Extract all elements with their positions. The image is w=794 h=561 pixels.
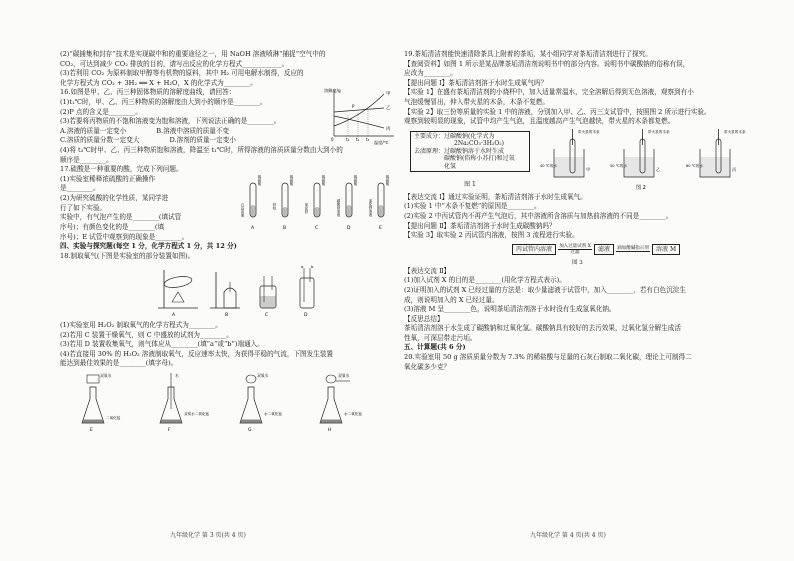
generator-f <box>160 373 210 433</box>
apparatus-c <box>260 276 276 318</box>
label-jia: 甲 <box>386 91 391 97</box>
q17-2-line4: 序号)；有颜色变化的是________(填 <box>60 222 165 231</box>
tube-d-solid: 碳酸钠溶液 <box>337 198 341 217</box>
generator-f-bottom: 双氧水二氧化锰 <box>184 412 210 417</box>
q18-4-line2: 能达到最佳效果的是________(填字母)。 <box>60 359 178 368</box>
q19-question-1: 【提出问题 Ⅰ】茶垢清洁剂溶于水时生成氧气吗？ <box>404 78 548 87</box>
tube-c-letter: C <box>315 225 319 231</box>
q19-exp1-line1: 【实验 1】在盛有茶垢清洁剂的小烧杯中，加入适量常温水，完全溶解后得到无色溶液，观察到有小 <box>404 88 694 97</box>
flow-arrow-1-top: 加入过量试剂 X <box>559 243 591 249</box>
tube-a-solid: 石蕊溶液 <box>241 202 245 217</box>
point-p-label: P <box>352 103 355 109</box>
apparatus-b-letter: B <box>225 312 229 318</box>
fig2-beaker-bing <box>686 129 746 177</box>
flow-step-1: 丙试管内溶液 <box>512 244 556 256</box>
tube-e-reagent: 稀硫酸 <box>386 174 390 186</box>
tube-d <box>336 174 358 231</box>
tube-c <box>304 174 326 231</box>
generator-h-letter: H <box>328 428 332 434</box>
q20-line1: 20.实验室用 50 g 溶质质量分数为 7.3% 的稀盐酸与足量的石灰石制取二氧化碳，理论上可制得二 <box>404 353 692 362</box>
fig2-jia-stick: 带火星的木条 <box>578 129 600 134</box>
fig2-beaker-jia <box>540 129 600 177</box>
q19-material-line2: 应改为________。 <box>404 69 457 78</box>
fig1-text4: 碳酸钠(俗称小苏打)和过氧 <box>444 155 515 163</box>
q19-conclusion-1: 【表达交流 Ⅰ】通过实验证明，茶垢清洁剂溶于水时生成氧气。 <box>404 192 587 201</box>
q19-exp2-line2: 观察到较明显的现象，试管中均产生气泡，且温度越高产生气泡越快，带火星的木条都复燃。 <box>404 117 675 126</box>
tube-b-letter: B <box>283 225 287 231</box>
fig2 <box>540 127 756 193</box>
tube-c-reagent: 稀硫酸 <box>322 174 326 186</box>
fig1-text2: 2Na₂CO₃·3H₂O₂) <box>454 140 504 148</box>
right-column <box>404 50 758 372</box>
fig2-jia-temp: 40 ℃的水 <box>540 163 557 168</box>
q18-1: (1)实验室用 H₂O₂ 制取氧气的化学方程式为________。 <box>60 321 222 330</box>
fig3-caption: 图 3 <box>572 259 583 266</box>
fig1-label-box <box>410 131 530 173</box>
fig2-caption: 图 2 <box>636 184 646 191</box>
generator-e <box>82 373 121 433</box>
q18-3: (3)若用 D 装置收集氧气，则气体应从________(填“a”或“b”)端通入。 <box>60 340 264 349</box>
q18-2: (2)若用 C 装置干燥氧气，则 C 中盛放的试剂为________。 <box>60 330 233 339</box>
apparatus-d <box>300 264 314 318</box>
generator-h <box>320 373 362 433</box>
generator-g <box>240 373 282 433</box>
q18-4-line1: (4)若直接用 30% 的 H₂O₂ 溶液制取氧气，反应速率太快，为获得平稳的气流，下图发生装置 <box>60 349 334 358</box>
tick-0: 0 <box>331 136 334 142</box>
q17-2-line2: 行了如下实验。 <box>60 203 107 212</box>
apparatus-d-port-a: a <box>301 263 304 269</box>
q15-3-line1: (3)若利用 CO₂ 为原料制取甲醇等有机物的原料，其中 H₂ 可用电解水制得，反应的 <box>60 69 304 78</box>
q19-c1-2: (2)实验 2 中丙试管内不再产生气泡后，其中溶液所含溶质与加热前溶液的不同是________。 <box>404 211 673 220</box>
fig1-text5: 化氢 <box>444 162 457 170</box>
generator-h-top: 双氧水 <box>338 373 350 379</box>
fig1-fig2-row <box>404 127 758 193</box>
tube-d-reagent: 稀硫酸 <box>354 174 358 186</box>
q16-3-options-ab <box>60 127 320 137</box>
q19-exp1-line2: 气泡缓慢冒出，伸入带火星的木条，木条不复燃。 <box>404 97 550 106</box>
tube-e-letter: E <box>379 225 382 231</box>
generator-e-top: 双氧水 <box>100 373 112 379</box>
fig1-text1: 主要成分：过碳酸钠(化学式为 <box>414 132 495 140</box>
q19-conclusion-2: 【表达交流 Ⅱ】 <box>404 266 451 275</box>
apparatus-b <box>210 272 240 318</box>
q18-stem: 18.制取氧气(下图是实验室的部分装置如图)。 <box>60 251 195 260</box>
generator-f-top: 水 <box>175 373 179 379</box>
q16-3-options-cd <box>60 136 320 146</box>
q19-material-line1: 【查阅资料】如图 1 所示是某品牌茶垢清洁剂说明书中的部分内容。说明书中碳酸钠的俗称有误， <box>404 59 690 68</box>
fig2-yi-temp: 50 ℃的水 <box>610 163 627 168</box>
test-tubes-figure <box>240 169 398 235</box>
generator-h-bottom: 水二氧化锰 <box>344 412 362 417</box>
fig1-caption: 图 1 <box>464 181 476 189</box>
q17-2-line3: 实验中，有气泡产生的是________(填试管 <box>60 213 182 222</box>
footer-left: 九年级化学 第 3 页(共 4 页) <box>170 532 246 539</box>
q17-2-line1: (2)为研究硫酸的化学性质，某同学进 <box>60 193 169 202</box>
tube-e-solid: 氯化钡溶液 <box>369 198 373 217</box>
left-column <box>60 50 398 437</box>
footer-right: 九年级化学 第 4 页(共 4 页) <box>530 532 606 539</box>
fig2-bing-stick: 带火星的木条 <box>724 129 746 134</box>
q19-exp2-line1: 【实验 2】取三份等质量的实验 1 中的溶液，分别加入甲、乙、丙三支试管中，按照图 2 所示进行实验。 <box>404 107 711 116</box>
tube-b-reagent: 稀硫酸 <box>290 174 294 186</box>
generator-g-letter: G <box>248 428 252 434</box>
flow-step-2: 滤液 <box>594 244 614 256</box>
tube-b <box>272 174 294 231</box>
generator-f-letter: F <box>168 428 171 434</box>
q17-1b: 是________。 <box>60 184 100 193</box>
fig2-jia-tube: 甲 <box>586 166 591 172</box>
q17-stem: 17.硫酸是一种重要的酸，完成下列问题。 <box>60 165 183 174</box>
q15-2-line1: (2)“碳捕集和封存”技术是实现碳中和的重要途径之一，用 NaOH 溶液喷淋“捕捉”空气中的 <box>60 50 326 58</box>
generator-e-letter: E <box>90 428 93 434</box>
q15-2-line2: CO₂，可达到减少 CO₂ 排放的目的，请写出反应的化学方程式____________。 <box>60 59 289 68</box>
section-5-heading: 五、计算题(共 6 分) <box>404 343 466 352</box>
q16-3-option-a: A.溶液的质量一定变小 <box>60 126 127 135</box>
q15-3-line2: 化学方程式为 CO₂ + 3H₂ ══ X + H₂O，X 的化学式为________。 <box>60 78 257 87</box>
generator-g-bottom: 水二氧化锰 <box>264 412 282 417</box>
fig2-bing-tube: 丙 <box>732 166 737 172</box>
label-bing: 丙 <box>386 126 391 132</box>
tick-t3: t₃ <box>366 136 370 142</box>
apparatus-c-letter: C <box>265 312 269 318</box>
generator-g-top: 双氧水 <box>257 373 269 379</box>
fig1 <box>410 131 530 190</box>
fig2-yi-stick: 带火星的木条 <box>648 129 670 134</box>
flow-arrow-2-top: 滴加酸碱指示剂 <box>617 246 649 252</box>
q17-1: (1)实验室稀释浓硫酸的正确操作 <box>60 174 156 183</box>
q19-reflection-line1: 茶垢清洁剂溶于水生成了碳酸钠和过氧化氢。碳酸钠具有较好的去污效果，过氧化氢分解生成活 <box>404 324 681 333</box>
q16-1: (1)t₁℃时，甲、乙、丙三种物质的溶解度由大到小的顺序是________。 <box>60 97 267 106</box>
fig2-beaker-yi <box>610 129 670 177</box>
q19-reflection-heading: 【反思总结】 <box>404 314 444 323</box>
q19-c1-1: (1)实验 1 中“木条不复燃”的原因是________。 <box>404 202 541 211</box>
q19-reflection-line2: 性氧，可深层带走污垢。 <box>404 333 477 342</box>
section-4-heading: 四、实验与探究题(每空 1 分，化学方程式 1 分，共 12 分) <box>60 242 237 251</box>
tube-a <box>240 174 262 231</box>
q16-3: (3)若要将丙物质的不饱和溶液变为饱和溶液，下列说法正确的是________。 <box>60 117 281 126</box>
solubility-xlabel: 温度/℃ <box>374 139 389 145</box>
label-yi: 乙 <box>386 105 391 111</box>
fig1-text3: 去渍原理：过碳酸钠溶于水时生成 <box>414 147 505 155</box>
fig2-bing-temp: 60 ℃的水 <box>686 163 703 168</box>
q16-4-line2: 顺序是________。 <box>60 155 113 164</box>
apparatus-figure-abcd <box>60 262 398 318</box>
tube-a-reagent: 稀硫酸 <box>258 174 262 186</box>
generator-figure-efgh <box>60 369 398 433</box>
q19-c2-2-line2: 成，则说明加入的 X 已经过量。 <box>404 295 499 304</box>
q16-4-line1: (4)将 t₃℃时甲、乙、丙三种物质饱和溶液，降温至 t₁℃时，所得溶液的溶质质量分数由大到小的 <box>60 145 343 154</box>
q19-stem: 19.茶垢清洁剂能快速清除茶具上附着的茶垢，某小组同学对茶垢清洁剂进行了探究。 <box>404 50 652 58</box>
generator-e-bottom: 二氧化锰 <box>106 416 121 421</box>
q16-3-option-b: B.溶液中溶质的质量不变 <box>156 126 230 135</box>
tube-b-solid: 锌粒 <box>273 202 277 210</box>
q16-3-option-c: C.溶质的质量分数一定变大 <box>60 136 140 145</box>
q16-stem: 16.如图是甲、乙、丙三种固体物质的溶解度曲线，请回答： <box>60 88 236 97</box>
q19-c2-1: (1)加入试剂 X 的目的是________(用化学方程式表示)。 <box>404 276 566 285</box>
solubility-curve-figure <box>322 86 398 148</box>
solubility-ylabel: 溶解度/g <box>324 87 341 93</box>
apparatus-a <box>158 270 198 318</box>
tube-c-solid: 氧化铁 <box>305 202 309 214</box>
q17-block <box>60 175 398 233</box>
fig2-yi-tube: 乙 <box>656 166 661 172</box>
q16-3-option-d: D.溶剂的质量一定变小 <box>169 136 236 145</box>
curve-yi <box>334 108 384 112</box>
apparatus-a-letter: A <box>172 312 176 318</box>
tick-t1: t₁ <box>346 136 350 142</box>
tick-t2: t₂ <box>356 136 360 142</box>
apparatus-d-port-b: b <box>311 263 314 269</box>
tube-d-letter: D <box>347 225 351 231</box>
q19-c2-2-line1: (2)证明加入的试剂 X 已经过量的方法是：取少量滤液于试管中，加入________，若有白色沉淀生 <box>404 285 686 294</box>
q20-line2: 氧化碳多少克？ <box>404 362 451 371</box>
q19-question-2: 【提出问题 Ⅱ】茶垢清洁剂溶于水时生成碳酸钠吗？ <box>404 221 556 230</box>
q19-c2-3: (3)溶液 M 呈________色，说明茶垢清洁剂溶于水时没有生成氢氧化钠。 <box>404 305 616 314</box>
curve-bing <box>334 116 384 128</box>
q17-2-line5: 序号)；E 试管中观察到的现象是________。 <box>60 232 189 241</box>
fig3-flowchart <box>404 241 758 267</box>
q16-2: (2)P 点的含义是________。 <box>60 107 142 116</box>
apparatus-d-letter: D <box>304 312 308 318</box>
tube-a-letter: A <box>251 225 255 231</box>
flow-arrow-1-bottom: 过滤 <box>570 249 580 255</box>
flow-step-3: 溶液 M <box>652 244 680 256</box>
tube-e <box>368 174 390 231</box>
q19-exp3: 【实验 3】取实验 2 丙试管内溶液，按图 3 流程进行实验。 <box>404 231 579 240</box>
